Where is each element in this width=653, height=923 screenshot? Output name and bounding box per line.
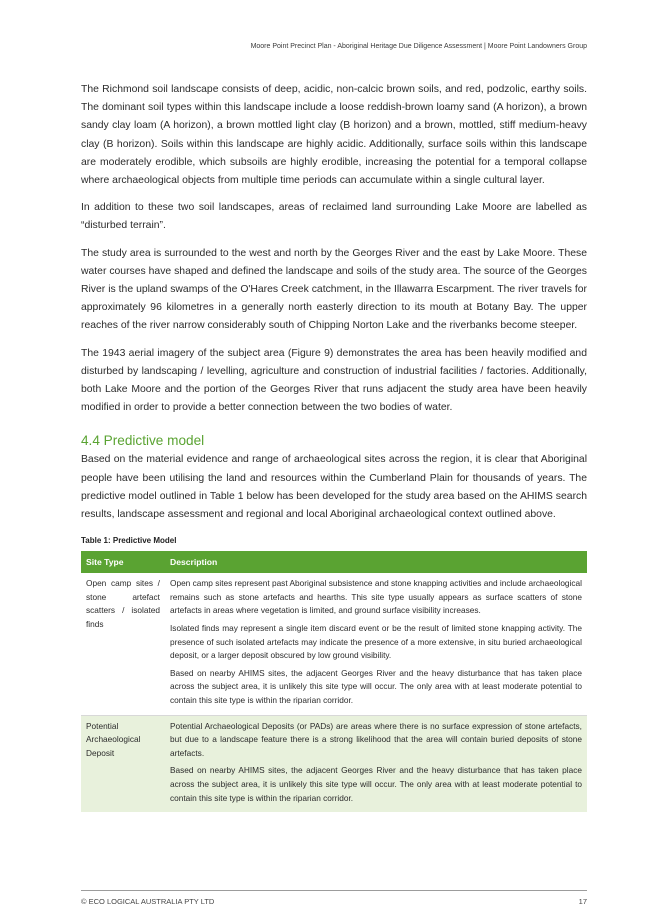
table-caption: Table 1: Predictive Model [81,536,177,546]
header-site-type: Site Type [81,551,165,573]
site-type-cell: Potential Archaeological Deposit [81,715,165,812]
description-paragraph: Based on nearby AHIMS sites, the adjacent Georges River and the heavy disturbance that has taken place across the subject area, it is unlikely this site type will occur. The only area with at least moderate potential to contain this site type is within the riparian corridor. [170,667,582,706]
description-paragraph: Based on nearby AHIMS sites, the adjacent Georges River and the heavy disturbance that has taken place across the subject area, it is unlikely this site type will occur. The only area with at least moderate potential to contain this site type is within the riparian corridor. [170,765,582,803]
description-paragraph: Open camp sites represent past Aboriginal subsistence and stone knapping activities and include archaeological remains such as stone artefacts and hearths. This site type usually appears as surface scatters of stone artefacts in areas where vegetation is limited, and ground surface visibility increases. [170,578,582,616]
description-paragraph: Potential Archaeological Deposits (or PADs) are areas where there is no surface expression of stone artefacts, but due to a landscape feature there is a strong likelihood that the area will contain buried deposits of stone artefacts. [170,720,582,758]
description-cell [165,715,587,812]
table-row [81,573,587,715]
predictive-model-table [81,551,587,812]
table-row [81,715,587,812]
footer-copyright: © ECO LOGICAL AUSTRALIA PTY LTD [81,897,215,906]
paragraph-disturbed-terrain: In addition to these two soil landscapes, areas of reclaimed land surrounding Lake Moore are labelled as “disturbed terrain”. [81,202,587,232]
header-description: Description [165,551,587,573]
section-heading: 4.4 Predictive model [81,433,205,449]
page-number: 17 [578,897,587,906]
site-type-cell: Open camp sites / stone artefact scatters / isolated finds [81,573,165,715]
description-paragraph: Isolated finds may represent a single item discard event or be the result of limited stone knapping activity. The presence of such isolated artefacts may indicate the presence of a more extensive, in situ buried archaeological deposit, or a larger deposit obscured by low ground visibility. [170,623,582,661]
paragraph-water-courses: The study area is surrounded to the west and north by the Georges River and the east by Lake Moore. These water courses have shaped and defined the landscape and soils of the study area. The source of the Georges River is the upland swamps of the O'Hares Creek catchment, in the Illawarra Escarpment. The river travels for approximately 96 kilometres in a generally north easterly direction to its mouth at Botany Bay. The upper reaches of the river narrow considerably south of Chipping Norton Lake and the riverbanks become steeper. [81,247,587,332]
paragraph-richmond-soil: The Richmond soil landscape consists of deep, acidic, non-calcic brown soils, and red, podzolic, earthy soils. The dominant soil types within this landscape include a loose reddish-brown loamy sand (A horizon), a brown sandy clay loam (A horizon), a brown mottled light clay (B horizon) and a brown, mottled, stiff medium-heavy clay (B horizon). Soils within this landscape are highly acidic. Additionally, surface soils within this landscape are moderately erodible, which subsoils are highly erodible, increasing the potential for a temporal collapse where archaeological objects from multiple time periods can accumulate within a single cultural layer. [81,84,587,187]
page-content [81,81,587,812]
running-header: Moore Point Precinct Plan - Aboriginal Heritage Due Diligence Assessment | Moore Point Landowners Group [250,43,587,50]
footer-divider [81,890,587,891]
paragraph-aerial-imagery: The 1943 aerial imagery of the subject area (Figure 9) demonstrates the area has been heavily modified and disturbed by landscaping / levelling, agriculture and construction of industrial facilities / factories. Additionally, both Lake Moore and the portion of the Georges River that runs adjacent the study area have been heavily modified in order to provide a better connection between the two bodies of water. [81,347,587,414]
table-header-row [81,551,587,573]
section-intro: Based on the material evidence and range of archaeological sites across the region, it is clear that Aboriginal people have been utilising the land and resources within the Cumberland Plain for thousands of years. The predictive model outlined in Table 1 below has been developed for the study area based on the AHIMS search results, landscape assessment and regional and local Aboriginal archaeological context outlined above. [81,454,587,521]
description-cell [165,573,587,715]
